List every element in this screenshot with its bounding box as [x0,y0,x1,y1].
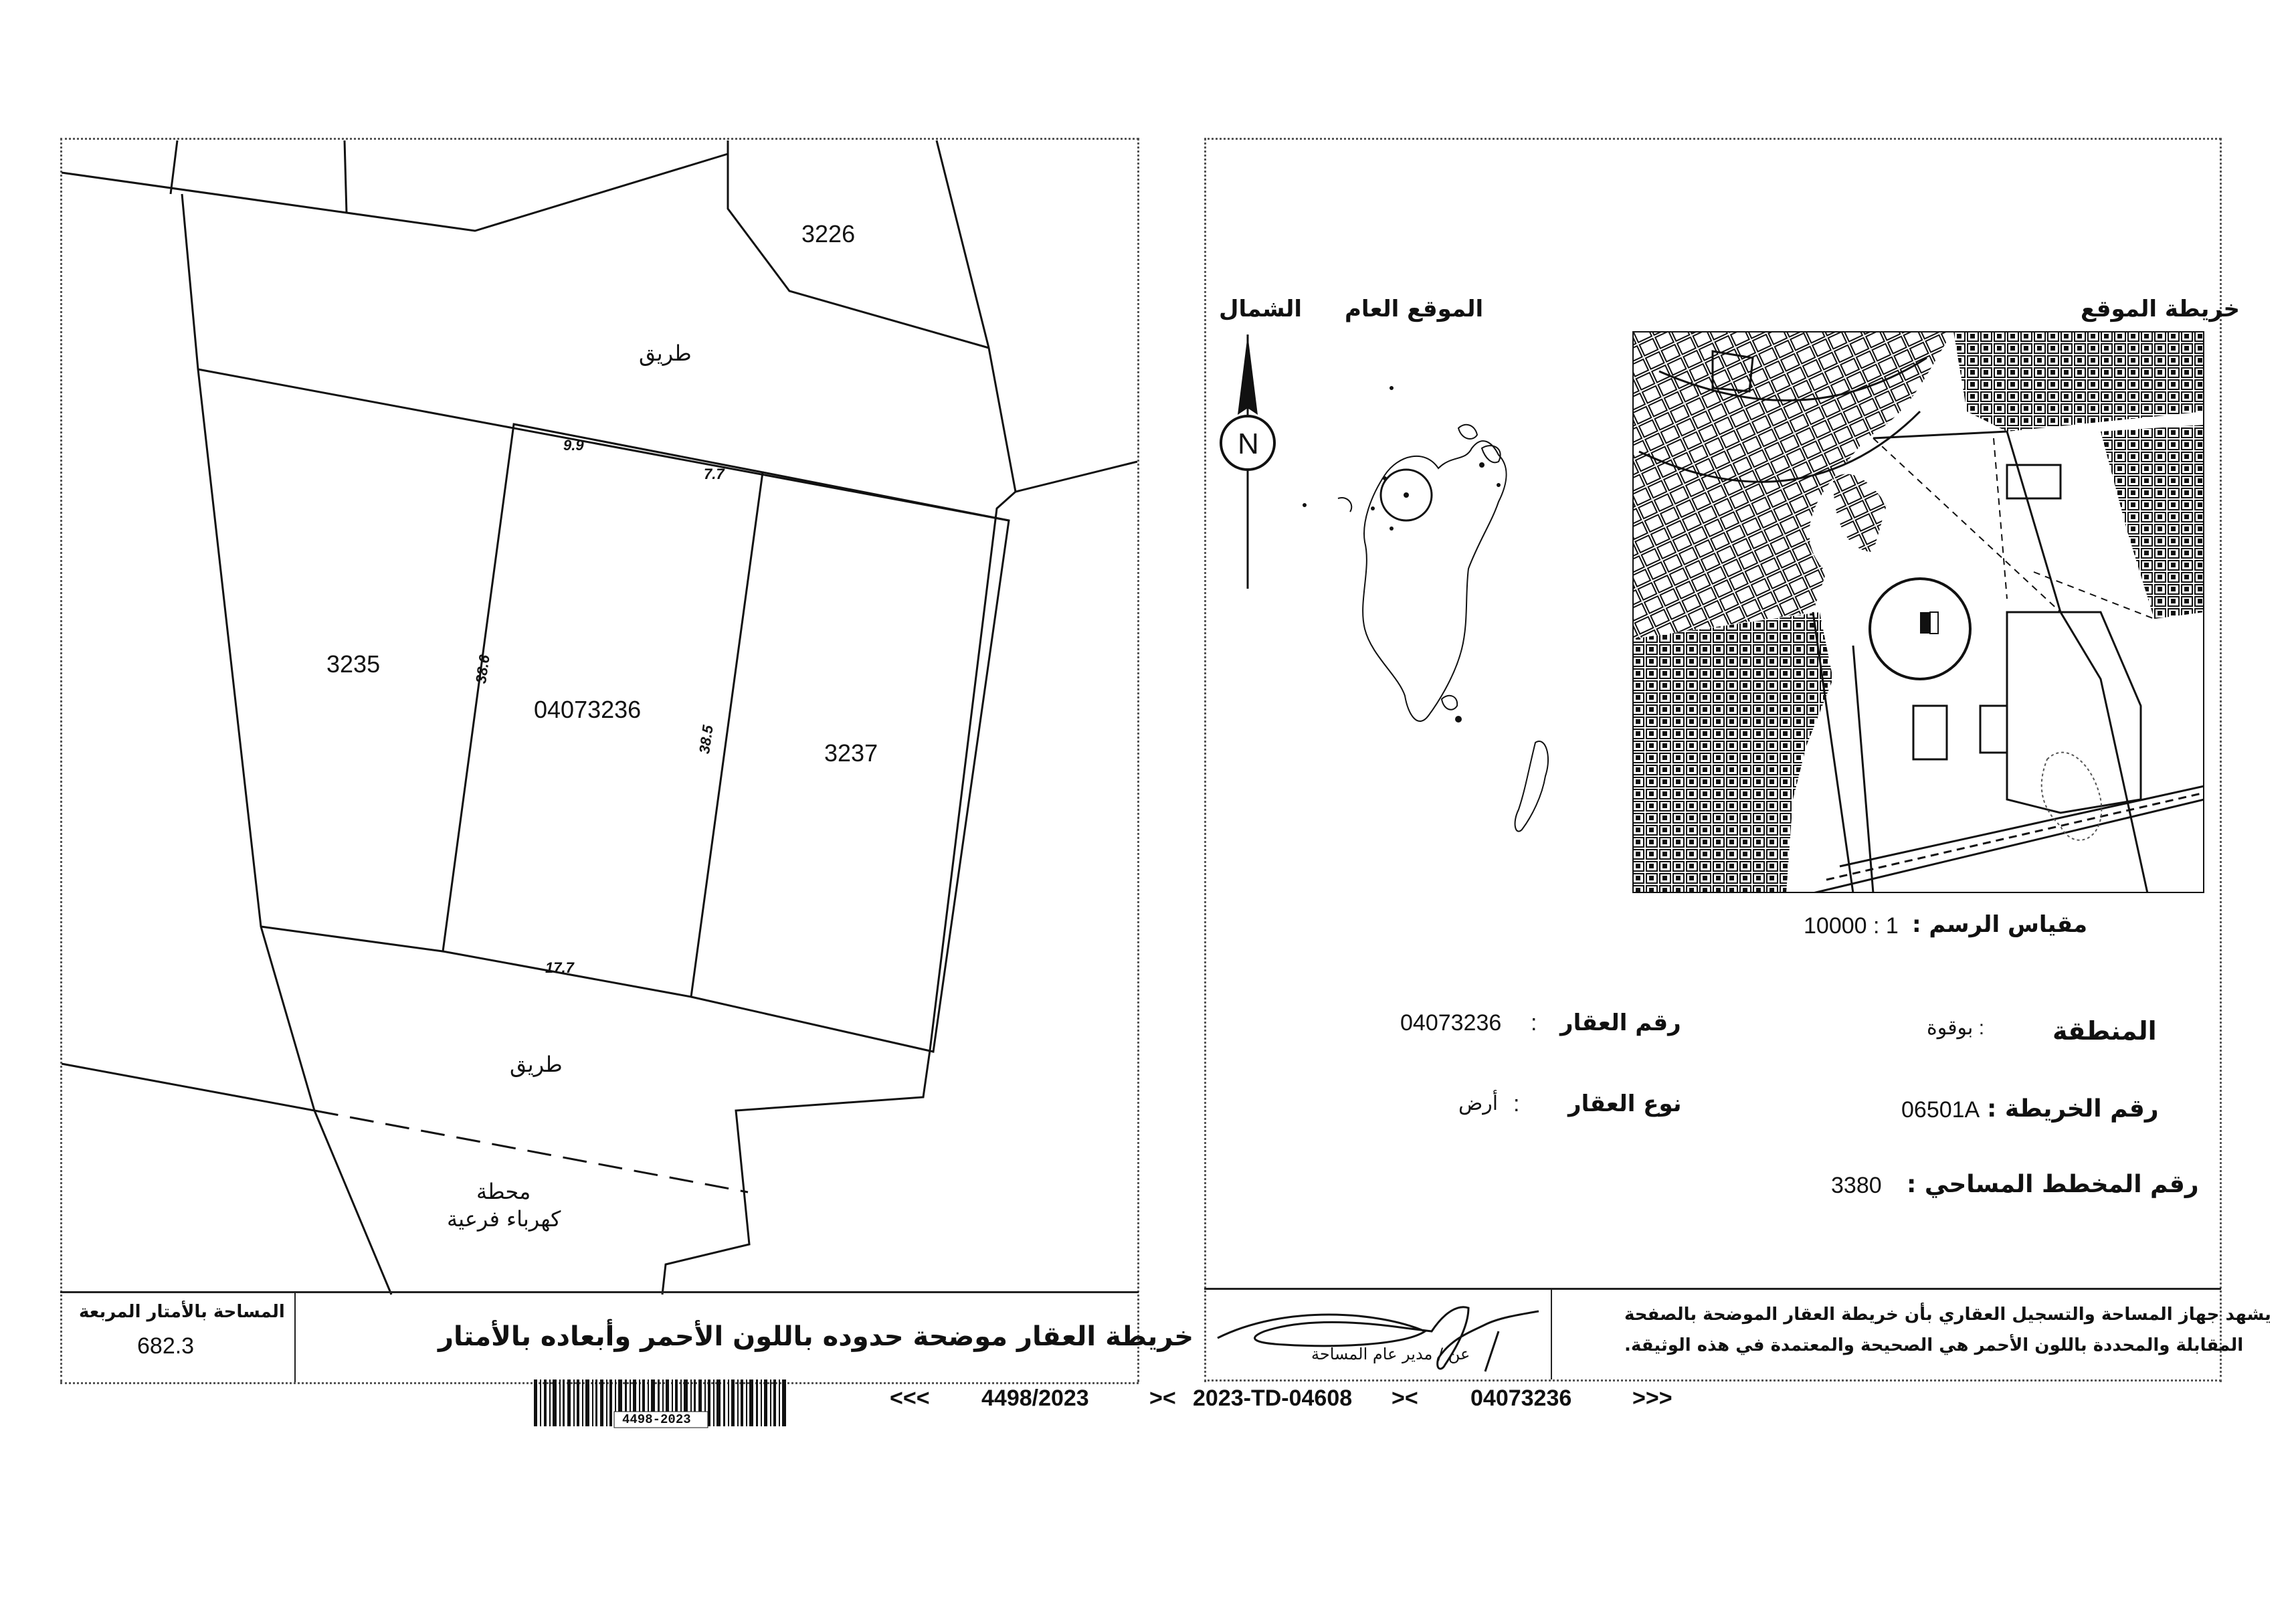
right-footer-rule-top [1204,1288,2221,1290]
bahrain-location-icon [1298,368,1579,850]
parcel-3235-west [182,194,391,1295]
north-title: الشمال [1219,296,1303,322]
region-value: : بوقوة [1927,1017,1985,1039]
property-type-value: أرض [1458,1092,1499,1115]
ref-sep2: >< [1392,1386,1418,1411]
parcel-3226-outline [728,140,989,348]
right-panel-top-border [1204,138,2221,140]
station-dashed-line [314,1111,748,1192]
road-bottom-west [62,1064,314,1111]
survey-plan-value: 3380 [1831,1173,1882,1198]
dim-left-side: 38.6 [472,654,493,685]
road-top-label: طريق [639,341,692,366]
station-label-line2: كهرباء فرعية [447,1206,561,1232]
boundary-east-road [1016,462,1137,492]
parcel-3235-south [261,927,443,951]
boundary-top-1 [62,154,728,231]
ref-property: 04073236 [1470,1386,1572,1411]
boundary-top-2 [171,140,177,194]
site-map-title: خريطة الموقع [2081,296,2240,322]
station-label-line1: محطة [476,1179,531,1204]
area-label: المساحة بالأمتار المربعة [79,1302,285,1322]
ref-sep1: >< [1149,1386,1176,1411]
north-letter: N [1238,427,1259,460]
boundary-east-long [662,140,1016,1295]
dim-top-left: 9.9 [563,437,584,454]
dim-right-side: 38.5 [696,724,716,755]
road-bottom-label: طريق [510,1052,563,1077]
scale-label: مقياس الرسم : [1912,911,2088,938]
region-label: المنطقة [2052,1016,2157,1046]
barcode-text: 4498-2023 [622,1412,691,1427]
right-panel-left-border [1204,138,1206,1382]
certification-line2: المقابلة والمحددة باللون الأحمر هي الصحيحة والمعتمدة في هذه الوثيقة. [1624,1335,2244,1355]
signature [1204,1291,1552,1378]
property-no-colon: : [1531,1010,1537,1036]
signature-caption: عن / مدير عام المساحة [1311,1345,1470,1363]
left-footer-rule-top [60,1291,1139,1293]
scale-value: 10000 : 1 [1804,913,1899,939]
left-footer-divider [294,1291,296,1382]
property-no-label: رقم العقار [1560,1010,1681,1036]
parcel-main-label: 04073236 [534,696,642,723]
ref-close: >>> [1632,1386,1672,1411]
ref-doc-no: 4498/2023 [981,1386,1089,1411]
ref-td: 2023-TD-04608 [1193,1386,1353,1411]
parcel-3237-label: 3237 [824,739,878,767]
survey-plan-label: رقم المخطط المساحي : [1907,1171,2199,1198]
road-top-south-edge [198,369,1009,520]
site-map [1632,331,2204,893]
right-panel-right-border [2220,138,2222,1382]
north-arrow-icon [1218,335,1278,595]
map-no-label: رقم الخريطة : [1987,1095,2159,1123]
parcel-3235-label: 3235 [326,650,381,678]
property-no-value: 04073236 [1400,1010,1502,1036]
property-map-title: خريطة العقار موضحة حدوده باللون الأحمر وأبعاده بالأمتار [438,1321,1194,1352]
boundary-top-3 [345,140,347,213]
property-type-colon: : [1513,1091,1520,1117]
dim-bottom: 17.7 [545,959,574,976]
general-location-title: الموقع العام [1345,296,1484,322]
parcel-3226-label: 3226 [801,220,856,248]
map-no-value: 06501A [1901,1097,1980,1123]
ref-open: <<< [890,1386,930,1411]
dim-top-right: 7.7 [704,466,725,482]
area-value: 682.3 [137,1333,195,1359]
certification-line1: يشهد جهاز المساحة والتسجيل العقاري بأن خريطة العقار الموضحة بالصفحة [1624,1305,2271,1325]
right-footer-rule-bottom [1204,1379,2221,1381]
property-type-label: نوع العقار [1568,1090,1682,1117]
